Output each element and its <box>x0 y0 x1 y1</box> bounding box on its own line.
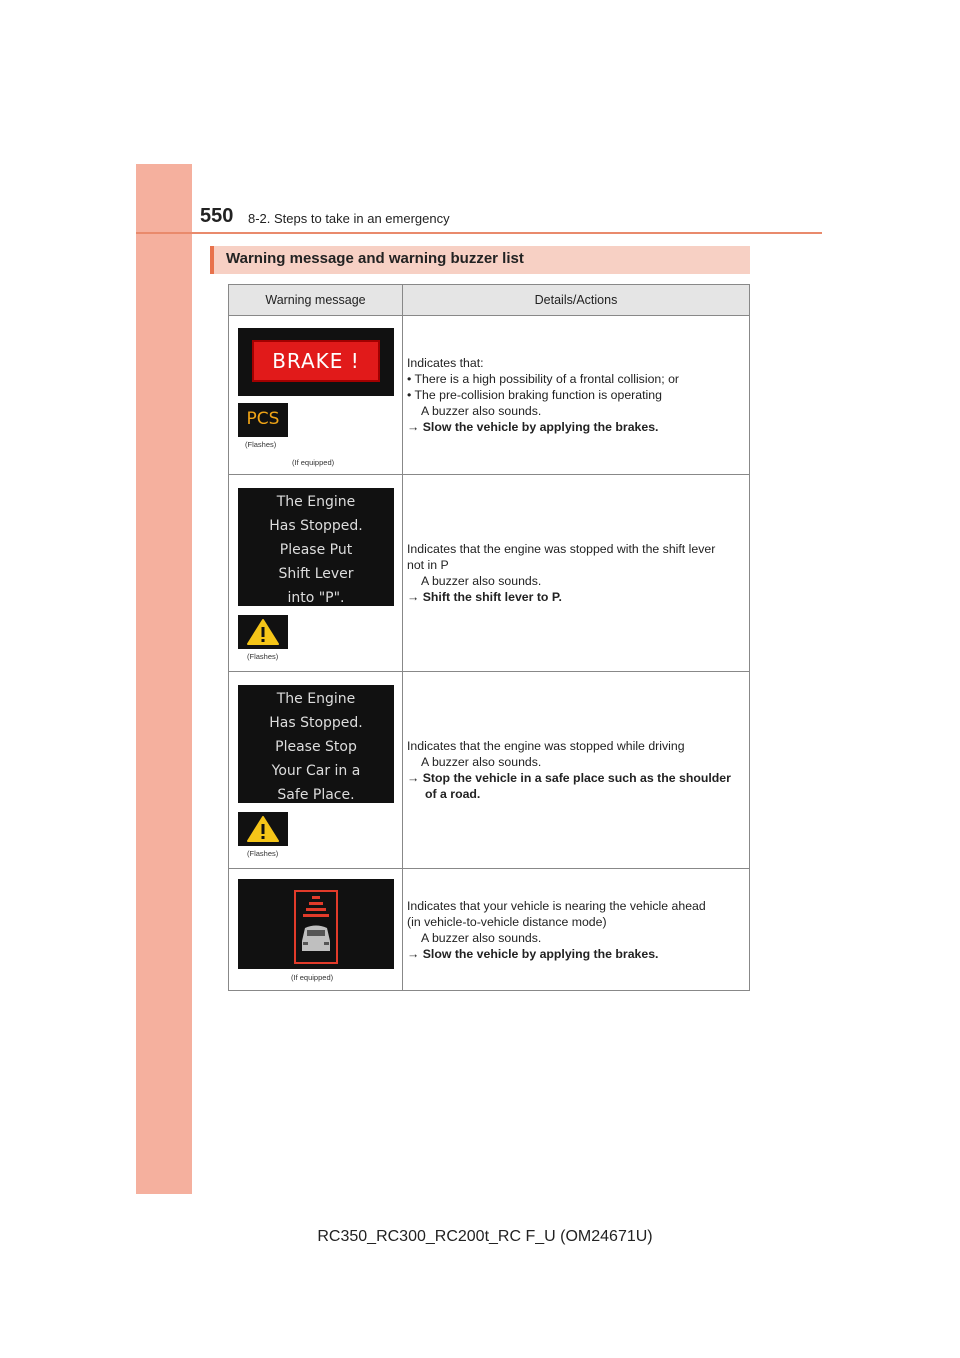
caption-flashes: (Flashes) <box>247 652 279 661</box>
section-title: 8-2. Steps to take in an emergency <box>248 211 450 226</box>
engine-stopped-display <box>238 488 394 606</box>
brake-warning-box: BRAKE ! <box>252 340 380 382</box>
warning-message-cell <box>229 869 403 991</box>
details-action: → Slow the vehicle by applying the brakes. <box>407 420 659 434</box>
warning-message-cell <box>229 475 403 672</box>
details-action: → Slow the vehicle by applying the brakes. <box>407 946 659 961</box>
warning-triangle-icon <box>238 812 288 846</box>
details-buzzer: A buzzer also sounds. <box>421 930 542 945</box>
vehicle-approach-icon <box>238 879 394 969</box>
page-number: 550 <box>200 205 234 227</box>
details-cell <box>403 316 750 475</box>
header-warning-message: Warning message <box>229 285 403 316</box>
details-text: Indicates that your vehicle is nearing the vehicle ahead <box>407 898 706 913</box>
details-cell <box>403 869 750 991</box>
footer-model: RC350_RC300_RC200t_RC F_U (OM24671U) <box>317 1228 653 1245</box>
display-line: into "P". <box>287 590 345 606</box>
details-bullet: • The pre-collision braking function is operating <box>407 388 662 402</box>
banner-title: Warning message and warning buzzer list <box>226 250 524 267</box>
chapter-side-bar <box>136 164 192 1194</box>
caption-if-equipped: (If equipped) <box>292 458 335 467</box>
display-line: Please Stop <box>275 739 357 755</box>
pcs-icon: PCS <box>246 409 280 429</box>
vehicle-approach-display <box>238 879 394 969</box>
details-buzzer: A buzzer also sounds. <box>421 755 542 769</box>
display-line: The Engine <box>276 494 356 510</box>
header-rule <box>136 232 822 234</box>
engine-stopped-display <box>238 685 394 803</box>
warning-table <box>228 284 750 991</box>
display-line: Has Stopped. <box>269 518 363 534</box>
pcs-indicator <box>238 403 288 437</box>
details-buzzer: A buzzer also sounds. <box>421 574 542 588</box>
details-cell <box>403 672 750 869</box>
section-banner <box>210 246 750 274</box>
warning-message-cell <box>229 316 403 475</box>
display-line: Your Car in a <box>271 763 361 779</box>
table-row <box>229 672 750 869</box>
master-warning-indicator <box>238 615 288 649</box>
display-line: Safe Place. <box>277 787 355 803</box>
header-details-actions: Details/Actions <box>403 285 750 316</box>
display-line: Please Put <box>279 542 353 558</box>
table-row <box>229 475 750 672</box>
details-bullet: • There is a high possibility of a frontal collision; or <box>407 372 680 386</box>
details-text: Indicates that the engine was stopped while driving <box>407 739 685 753</box>
details-action: of a road. <box>425 787 481 801</box>
caption-flashes: (Flashes) <box>247 849 279 858</box>
details-action: → Shift the shift lever to P. <box>407 590 562 604</box>
details-text: (in vehicle-to-vehicle distance mode) <box>407 914 607 929</box>
brake-display <box>238 328 394 396</box>
details-intro: Indicates that: <box>407 356 484 370</box>
caption-if-equipped: (If equipped) <box>291 973 334 982</box>
warning-triangle-icon <box>238 615 288 649</box>
display-line: The Engine <box>276 691 356 707</box>
display-line: Has Stopped. <box>269 715 363 731</box>
table-row <box>229 869 750 991</box>
details-buzzer: A buzzer also sounds. <box>421 404 542 418</box>
table-header-row <box>229 285 750 316</box>
details-action: → Stop the vehicle in a safe place such as the shoulder <box>407 771 731 785</box>
warning-message-cell <box>229 672 403 869</box>
details-text: not in P <box>407 558 449 572</box>
master-warning-indicator <box>238 812 288 846</box>
details-cell <box>403 475 750 672</box>
table-row <box>229 316 750 475</box>
display-line: Shift Lever <box>278 566 354 582</box>
details-text: Indicates that the engine was stopped with the shift lever <box>407 542 716 556</box>
caption-flashes: (Flashes) <box>245 440 277 449</box>
